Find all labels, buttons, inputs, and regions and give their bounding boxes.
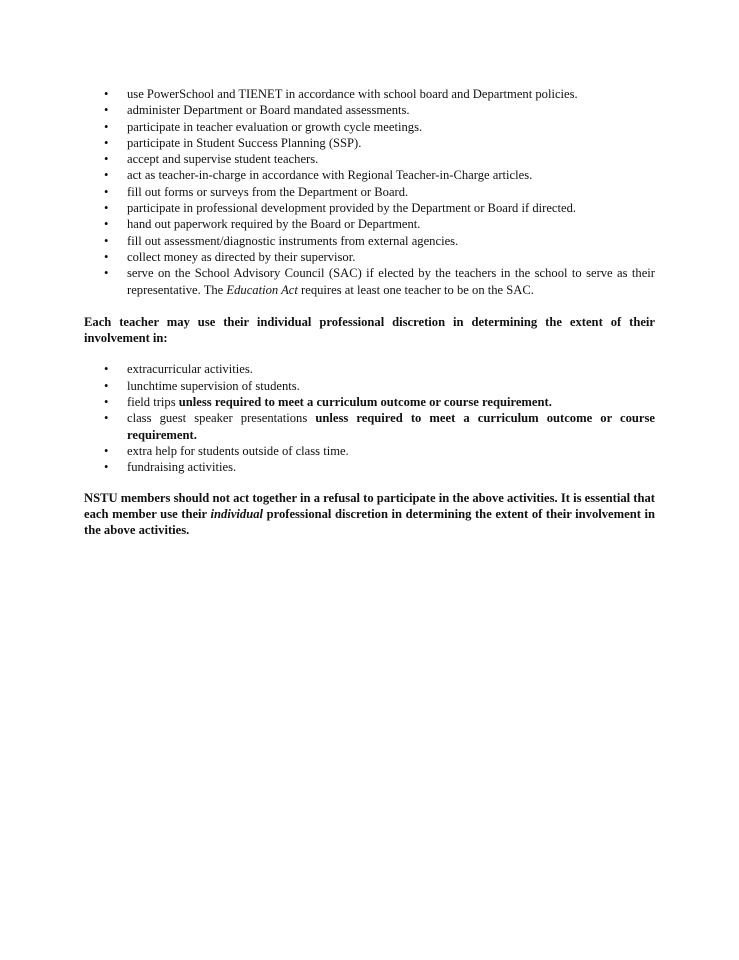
act-title: Education Act xyxy=(226,282,298,297)
list-item-text: fill out assessment/diagnostic instruments from external agencies. xyxy=(127,233,459,248)
emphasis-individual: individual xyxy=(210,506,263,521)
discretion-heading: Each teacher may use their individual professional discretion in determining the extent of their involvement in: xyxy=(84,314,655,346)
list-item-text: administer Department or Board mandated assessments. xyxy=(127,103,410,118)
list-item xyxy=(84,184,655,200)
bullet: • xyxy=(104,184,109,199)
bullet: • xyxy=(104,119,109,134)
list-item-condition: unless required to meet a curriculum outcome or course requirement. xyxy=(178,395,552,410)
bullet: • xyxy=(104,249,109,264)
list-item xyxy=(84,459,655,475)
list-item xyxy=(84,119,655,135)
bullet: • xyxy=(104,152,109,167)
bullet: • xyxy=(104,411,109,426)
list-item-text: extra help for students outside of class time. xyxy=(127,443,349,458)
list-item xyxy=(84,135,655,151)
discretionary-activities-list xyxy=(84,361,655,475)
list-item-text: class guest speaker presentations xyxy=(127,411,316,426)
list-item-text: accept and supervise student teachers. xyxy=(127,152,319,167)
list-item xyxy=(84,361,655,377)
list-item xyxy=(84,167,655,183)
list-item xyxy=(84,378,655,394)
list-item-text: requires at least one teacher to be on the SAC. xyxy=(297,282,534,297)
bullet: • xyxy=(104,201,109,216)
bullet: • xyxy=(104,217,109,232)
list-item xyxy=(84,443,655,459)
list-item xyxy=(84,410,655,443)
bullet: • xyxy=(104,103,109,118)
list-item xyxy=(84,200,655,216)
bullet: • xyxy=(104,443,109,458)
bullet: • xyxy=(104,266,109,281)
bullet: • xyxy=(104,135,109,150)
list-item-text: field trips xyxy=(127,395,179,410)
list-item xyxy=(84,102,655,118)
list-item-text: fundraising activities. xyxy=(127,460,237,475)
closing-text: professional discretion in determining the extent of their involvement in the above activities. xyxy=(84,506,655,538)
bullet: • xyxy=(104,362,109,377)
list-item-text: hand out paperwork required by the Board or Department. xyxy=(127,217,421,232)
list-item xyxy=(84,249,655,265)
bullet: • xyxy=(104,87,109,101)
bullet: • xyxy=(104,233,109,248)
bullet: • xyxy=(104,168,109,183)
bullet: • xyxy=(104,378,109,393)
bullet: • xyxy=(104,460,109,475)
list-item-text: participate in Student Success Planning (SSP). xyxy=(127,135,362,150)
list-item-text: extracurricular activities. xyxy=(127,362,253,377)
list-item xyxy=(84,216,655,232)
list-item xyxy=(84,394,655,410)
closing-text: NSTU members should not act together in a refusal to participate in the above activities. It is essential that each member use their xyxy=(84,490,655,521)
duties-list xyxy=(84,86,655,298)
list-item-text: participate in teacher evaluation or growth cycle meetings. xyxy=(127,119,423,134)
list-item xyxy=(84,233,655,249)
list-item-text: participate in professional development provided by the Department or Board if directed. xyxy=(127,201,577,216)
closing-paragraph xyxy=(84,490,655,539)
list-item-text: serve on the School Advisory Council (SAC) if elected by the teachers in the school to serve as their representative. The xyxy=(127,266,655,297)
list-item xyxy=(84,151,655,167)
list-item-text: lunchtime supervision of students. xyxy=(127,378,300,393)
list-item-text: act as teacher-in-charge in accordance with Regional Teacher-in-Charge articles. xyxy=(127,168,533,183)
list-item-condition: unless required to meet a curriculum outcome or course requirement. xyxy=(127,411,655,442)
list-item xyxy=(84,265,655,298)
list-item-text: use PowerSchool and TIENET in accordance with school board and Department policies. xyxy=(127,87,578,101)
list-item-text: collect money as directed by their supervisor. xyxy=(127,249,356,264)
list-item xyxy=(84,86,655,102)
bullet: • xyxy=(104,395,109,410)
list-item-text: fill out forms or surveys from the Department or Board. xyxy=(127,184,409,199)
